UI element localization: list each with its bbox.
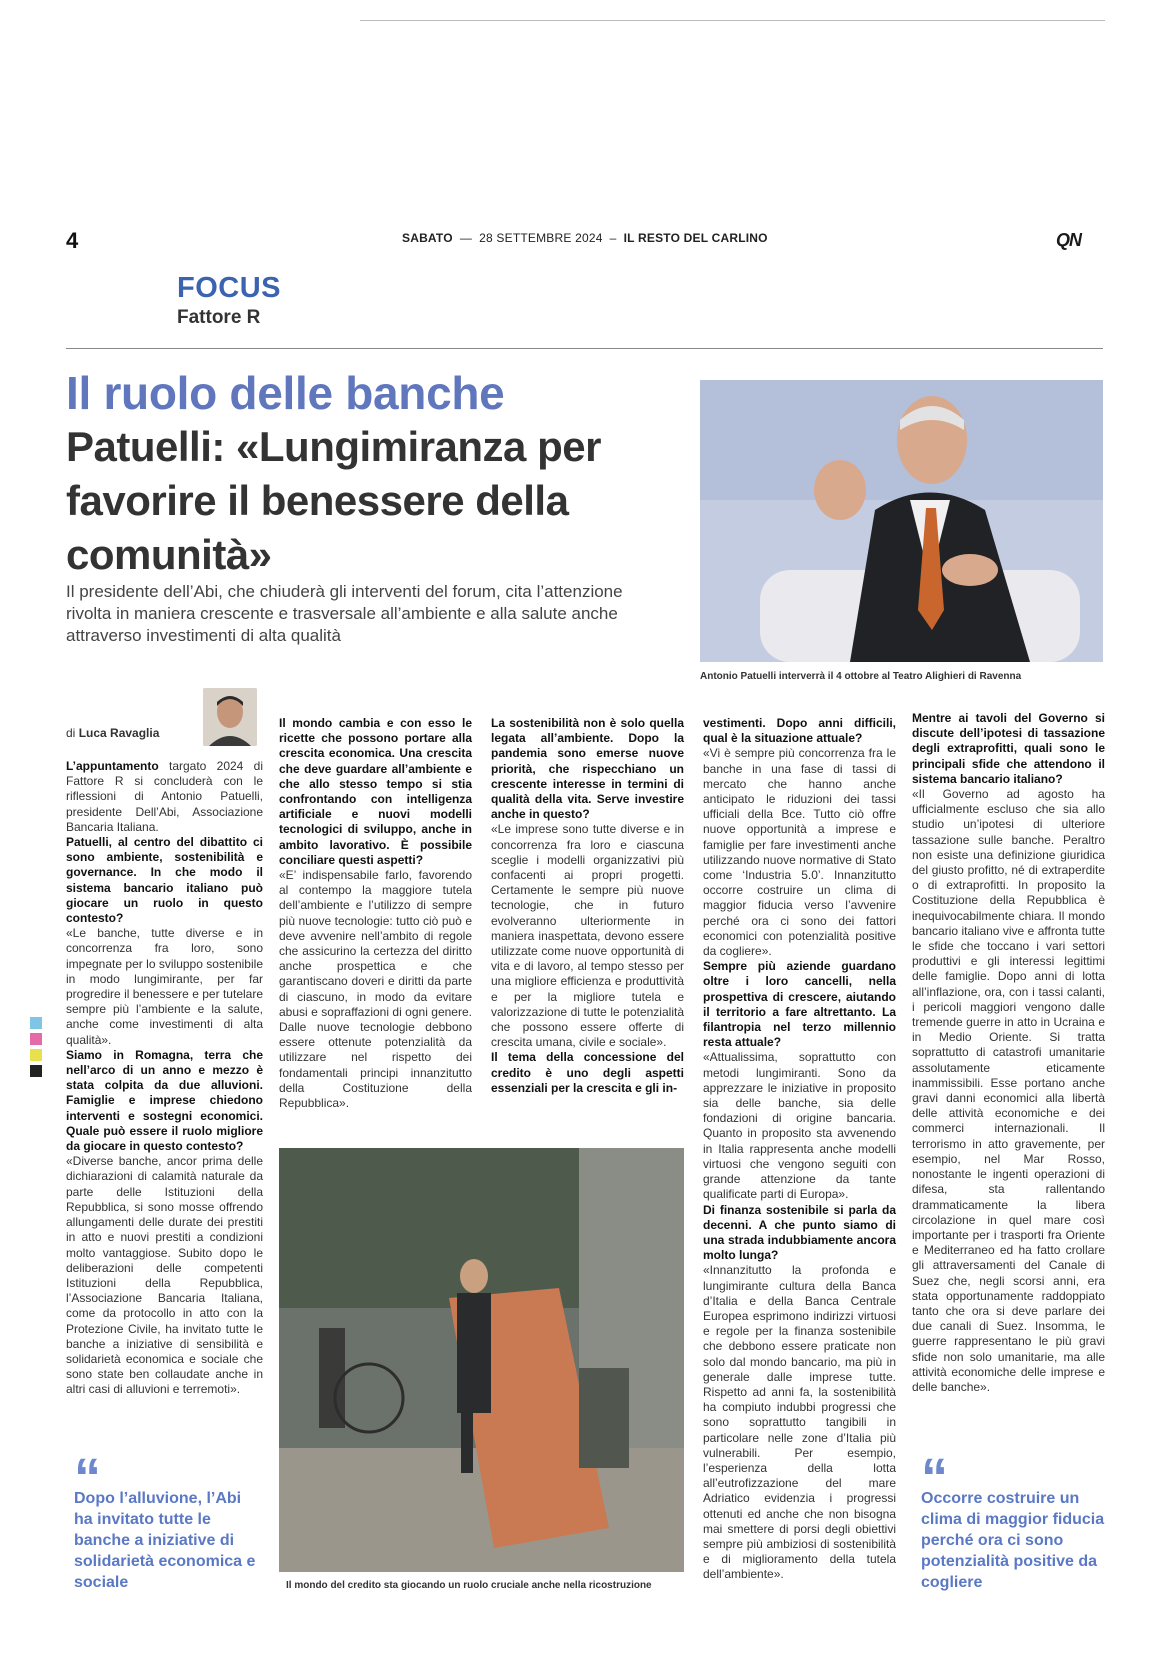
- body-text: «Innanzitutto la profonda e lungimirante cultura della Banca d’Italia e della Banca Centrale Europea esprimono indirizzi virtuosi e regole per la finanza sostenibile che debbono essere praticate non solo dal mondo bancario, ma più in generale dalle imprese tutte. Rispetto ad anni fa, la sostenibilità ha compiuto indubbi progressi che sono soprattutto tangibili in particolare nelle zone d’Italia più vulnerabili. Per esempio, l’esperienza della lotta all’eutrofizzazione del mare Adriatico evidenzia i progressi ottenuti ed anche che non bisogna mai smettere di porsi degli obiettivi sempre più ambiziosi di sostenibilità e di miglioramento della tutela dell’ambiente».: [703, 1263, 896, 1582]
- section-rule: [66, 348, 1103, 349]
- question-text: Mentre ai tavoli del Governo si discute dell’ipotesi di tassazione degli extraprofitti, quali sono le principali sfide che attendono il sistema bancario italiano?: [912, 711, 1105, 786]
- pull-quote-1: Dopo l’alluvione, l’Abi ha invitato tutte le banche a iniziative di solidarietà economica e sociale: [74, 1490, 256, 1591]
- author-avatar: [203, 688, 257, 746]
- body-text: «Il Governo ad agosto ha ufficialmente escluso che sia allo studio un’ipotesi di ulteriore tassazione sulle banche. Peraltro non esiste una definizione giuridica del giusto profitto, né di extraperdite o di extraprofitti. In proposito la Costituzione della Repubblica è inequivocabilmente chiara. Il mondo bancario italiano vive e affronta tutte le sfide che toccano i vari settori produttivi e gli interessi legittimi delle famiglie. Dopo anni di lotta all’inflazione, ora, con i tassi calanti, i pericoli maggiori vengono dalle tremende guerre in atto in Ucraina e in Medio Oriente. Si tratta soprattutto di catastrofi umanitarie assolutamente eticamente inammissibili. Esse portano anche gravi danni economici alla libertà delle attività economiche e dei commerci internazionali. Il terrorismo in atto gravemente, per esempio, nel Mar Rosso, nonostante le ingenti operazioni di difesa, sta rallentando drammaticamente la libera circolazione in quel mare così importante per i trasporti fra Oriente e Mediterraneo ed ha fatto crollare gli attraversamenti del Canale di Suez che, negli scorsi anni, era stata opportunamente raddoppiato tanto che ora si deve parlare dei due canali di Suez. Insomma, le guerre rappresentano le più gravi sfide non solo umanitarie, ma alle attività economiche delle imprese e delle banche».: [912, 787, 1105, 1394]
- article-paragraph: [491, 716, 684, 822]
- pull-quote-2: Occorre costruire un clima di maggior fiducia perché ora ci sono potenzialità positive da cogliere: [921, 1490, 1105, 1591]
- article-paragraph: [66, 1048, 263, 1154]
- question-text: Il tema della concessione del credito è uno degli aspetti essenziali per la crescita e gli in-: [491, 1050, 684, 1095]
- article-column-5: [912, 711, 1105, 1395]
- flood-photo-art: [279, 1148, 684, 1572]
- section-title: FOCUS: [177, 272, 281, 304]
- article-paragraph: [912, 787, 1105, 1395]
- article-paragraph: [279, 716, 472, 868]
- newspaper-logo: QN: [1056, 230, 1081, 250]
- article-paragraph: [491, 822, 684, 1050]
- body-text: «Attualissima, soprattutto con metodi lungimiranti. Sono da apprezzare le iniziative in proposito sia delle banche, sia delle fondazioni di origine bancaria. Quanto in proposito sta avvenendo in Italia rappresenta anche modelli virtuosi che vengono seguiti con grande attenzione da tante qualificate parti di Europa».: [703, 1050, 896, 1202]
- dateline-separator: —: [456, 231, 476, 245]
- color-calibration-swatch: [30, 1049, 42, 1061]
- article-paragraph: [279, 868, 472, 1111]
- article-paragraph: [66, 926, 263, 1048]
- article-paragraph: [703, 746, 896, 959]
- article-headline: Patuelli: «Lungimiranza per favorire il benessere della comunità»: [66, 423, 601, 578]
- byline-prefix: di: [66, 726, 76, 740]
- dateline-day: SABATO: [402, 231, 453, 245]
- article-column-3: [491, 716, 684, 1096]
- article-subhead: Il presidente dell’Abi, che chiuderà gli interventi del forum, cita l’attenzione rivolta in maniera crescente e trasversale all’ambiente e alla salute anche attraverso investimenti di alta qualità: [66, 582, 623, 645]
- article-paragraph: [703, 1050, 896, 1202]
- question-text: vestimenti. Dopo anni difficili, qual è la situazione attuale?: [703, 716, 896, 746]
- color-calibration-swatch: [30, 1017, 42, 1029]
- author-avatar-art: [203, 688, 257, 746]
- article-paragraph: [703, 1203, 896, 1264]
- article-paragraph: [703, 959, 896, 1050]
- dateline: [402, 231, 768, 245]
- question-text: Di finanza sostenibile si parla da decenni. A che punto siamo di una strada indubbiamente ancora molto lunga?: [703, 1202, 896, 1263]
- article-kicker: Il ruolo delle banche: [66, 367, 505, 419]
- flood-photo: [279, 1148, 684, 1572]
- article-paragraph: [703, 1263, 896, 1582]
- article-column-2: [279, 716, 472, 1111]
- article-paragraph: [491, 1050, 684, 1096]
- body-text: targato 2024 di Fattore R si concluderà con le riflessioni di Antonio Patuelli, presidente Dell’Abi, Associazione Bancaria Italiana.: [66, 759, 263, 834]
- color-calibration-swatch: [30, 1033, 42, 1045]
- section-subtitle: Fattore R: [177, 307, 261, 328]
- quote-mark-icon: “: [921, 1448, 948, 1508]
- color-calibration-swatch: [30, 1065, 42, 1077]
- article-column-4: [703, 716, 896, 1583]
- quote-mark-icon: “: [74, 1448, 101, 1508]
- article-paragraph: [912, 711, 1105, 787]
- body-text: «E’ indispensabile farlo, favorendo al contempo la maggiore tutela dell’ambiente e l’utilizzo di sempre più nuove tecnologie: tutto ciò può e deve avvenire nell’ambito di regole che assicurino la certezza del diritto anche prospettica e che garantiscano doveri e diritti da parte di ciascuno, in modo da evitare abusi e sopraffazioni di ogni genere. Dalle nuove tecnologie debbono essere ottenute potenzialità da utilizzare nel rispetto dei fondamentali principi innanzitutto della Costituzione della Repubblica».: [279, 868, 472, 1111]
- photo2-caption: Il mondo del credito sta giocando un ruolo cruciale anche nella ricostruzione: [286, 1580, 652, 1591]
- body-text: «Le imprese sono tutte diverse e in concorrenza fra loro e ciascuna sceglie i modelli organizzativi più confacenti ai propri progetti. Certamente le sempre più nuove tecnologie, che in futuro evolveranno ulteriormente in maniera inaspettata, devono essere utilizzate come nuove opportunità di vita e di lavoro, al tempo stesso per una migliore efficienza e produttività e per la migliore tutela e valorizzazione di tutte le potenzialità che possono essere offerte di crescita umana, civile e sociale».: [491, 822, 684, 1050]
- article-paragraph: [703, 716, 896, 746]
- question-text: Il mondo cambia e con esso le ricette che possono portare alla crescita economica. Una crescita che deve guardare all’ambiente e che allo stesso tempo si stia confrontando con intelligenza artificiale e nuovi modelli tecnologici di sviluppo, anche in ambito lavorativo. È possibile conciliare questi aspetti?: [279, 716, 472, 867]
- dateline-separator: –: [606, 231, 621, 245]
- page-number: 4: [66, 228, 79, 253]
- body-text: «Vi è sempre più concorrenza fra le banche in una fase di tassi di mercato che hanno anche anticipato le riduzioni dei tassi ufficiali della Bce. Tutto ciò offre nuove opportunità a imprese e famiglie per fare investimenti anche utilizzando nuove normative di Stato come ‘Industria 5.0’. Innanzitutto occorre costruire un clima di maggior fiducia verso l’avvenire perché ora ci sono dei fattori economici con potenzialità positive da cogliere».: [703, 746, 896, 959]
- patuelli-photo: [700, 380, 1103, 662]
- dateline-date: 28 SETTEMBRE 2024: [479, 231, 603, 245]
- photo1-caption: Antonio Patuelli interverrà il 4 ottobre al Teatro Alighieri di Ravenna: [700, 671, 1022, 682]
- question-text: L’appuntamento: [66, 759, 159, 773]
- article-paragraph: [66, 759, 263, 835]
- body-text: «Le banche, tutte diverse e in concorrenza fra loro, sono impegnate per lo sviluppo sostenibile in modo lungimirante, per far progredire il benessere e per tutelare sempre più l’ambiente e la salute, anche come investimenti di alta qualità».: [66, 926, 263, 1047]
- byline: [66, 726, 159, 740]
- article-paragraph: [66, 1154, 263, 1397]
- question-text: La sostenibilità non è solo quella legata all’ambiente. Dopo la pandemia sono emerse nuove priorità, che rispecchiano un crescente interesse in termini di qualità della vita. Serve investire anche in questo?: [491, 716, 684, 822]
- question-text: Sempre più aziende guardano oltre i loro cancelli, nella prospettiva di crescere, aiutando il territorio a fare altrettanto. La filantropia nel terzo millennio resta attuale?: [703, 959, 896, 1050]
- question-text: Patuelli, al centro del dibattito ci sono ambiente, sostenibilità e governance. In che modo il sistema bancario italiano può giocare un ruolo in questo contesto?: [66, 835, 263, 926]
- article-paragraph: [66, 835, 263, 926]
- top-rule: [360, 20, 1105, 21]
- question-text: Siamo in Romagna, terra che nell’arco di un anno e mezzo è stata colpita da due alluvioni. Famiglie e imprese chiedono interventi e sostegni economici. Quale può essere il ruolo migliore da giocare in questo contesto?: [66, 1047, 263, 1154]
- patuelli-photo-art: [700, 380, 1103, 662]
- byline-author: Luca Ravaglia: [78, 726, 160, 740]
- body-text: «Diverse banche, ancor prima delle dichiarazioni di calamità naturale da parte delle Istituzioni della Repubblica, si sono mosse offrendo allungamenti delle durate dei prestiti in atto e nuovi prestiti a condizioni molto vantaggiose. Subito dopo le deliberazioni delle competenti Istituzioni della Repubblica, l’Associazione Bancaria Italiana, come da protocollo in atto con la Protezione Civile, ha invitato tutte le banche a iniziative di sensibilità e solidarietà economica e sociale che sono state ben collaudate anche in altri casi di alluvioni e terremoti».: [66, 1154, 263, 1397]
- dateline-newspaper: IL RESTO DEL CARLINO: [623, 231, 768, 245]
- article-column-1: [66, 759, 263, 1398]
